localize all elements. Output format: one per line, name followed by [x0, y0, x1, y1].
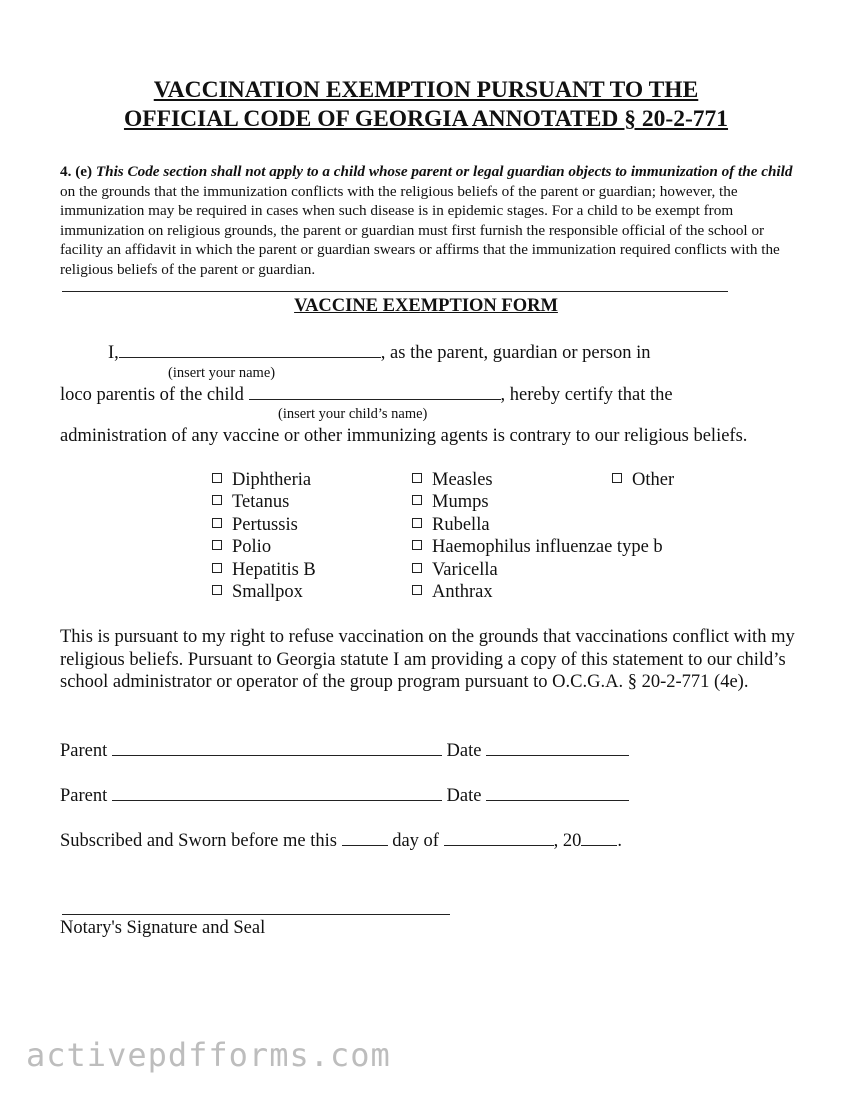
- checkbox[interactable]: [412, 563, 422, 573]
- vaccine-item[interactable]: [212, 581, 316, 603]
- vaccine-label: Hepatitis B: [232, 559, 316, 580]
- vaccine-item[interactable]: [412, 581, 663, 603]
- certify-prefix: I,: [108, 343, 119, 363]
- title-line-2: OFFICIAL CODE OF GEORGIA ANNOTATED § 20-2-771: [123, 106, 729, 132]
- checkbox[interactable]: [212, 540, 222, 550]
- vaccine-label: Diphtheria: [232, 470, 312, 490]
- checkbox[interactable]: [412, 585, 422, 595]
- sworn-end: .: [617, 831, 622, 851]
- parent-name-field[interactable]: [119, 341, 381, 358]
- notary-label: Notary's Signature and Seal: [60, 918, 266, 938]
- statement-paragraph: This is pursuant to my right to refuse vaccination on the grounds that vaccinations conflict with my religious beliefs. Pursuant to Georgia statute I am providing a copy of this statement to our child’s school administrator or operator of the group program pursuant to O.C.G.A. § 20-2-771 (4e).: [60, 627, 795, 693]
- checkbox[interactable]: [212, 518, 222, 528]
- vaccine-item[interactable]: [612, 469, 674, 491]
- document-title: [0, 76, 852, 134]
- hint-child-name: (insert your child’s name): [278, 406, 428, 422]
- certify-line-3: administration of any vaccine or other immunizing agents is contrary to our religious beliefs.: [60, 426, 748, 446]
- vaccine-item[interactable]: [212, 559, 316, 581]
- sworn-prefix: Subscribed and Sworn before me this: [60, 831, 337, 851]
- parent-signature-row-1: [60, 739, 629, 762]
- checkbox[interactable]: [412, 473, 422, 483]
- vaccine-label: Other: [632, 470, 675, 490]
- notary-signature-field[interactable]: [62, 914, 450, 915]
- vaccine-label: Polio: [232, 537, 272, 558]
- checkbox[interactable]: [212, 563, 222, 573]
- day-field[interactable]: [342, 829, 388, 846]
- vaccine-column-3: [612, 469, 674, 491]
- vaccine-label: Anthrax: [432, 582, 493, 603]
- statute-body: on the grounds that the immunization conflicts with the religious beliefs of the parent or guardian; however, the immunization may be required in cases when such disease is in epidemic stages. For a child to be exempt from immunization on religious grounds, the parent or guardian must first furnish the responsible official of the school or facility an affidavit in which the parent or guardian swears or affirms that the immunization required conflicts with the religious beliefs of the parent or guardian.: [60, 182, 780, 278]
- vaccine-label: Mumps: [432, 492, 489, 513]
- form-heading: VACCINE EXEMPTION FORM: [294, 296, 558, 316]
- vaccine-item[interactable]: [412, 514, 663, 536]
- checkbox[interactable]: [612, 473, 622, 483]
- month-field[interactable]: [444, 829, 554, 846]
- watermark: activepdfforms.com: [26, 1036, 391, 1074]
- certify-line-1-suffix: , as the parent, guardian or person in: [380, 343, 651, 363]
- statute-emphasis: This Code section shall not apply to a child whose parent or legal guardian objects to immunization of the child: [95, 163, 793, 180]
- statute-number: 4. (e): [60, 163, 93, 180]
- certify-line-1: [108, 341, 651, 364]
- date-label: Date: [446, 741, 482, 761]
- vaccine-label: Pertussis: [232, 514, 298, 535]
- title-line-1: VACCINATION EXEMPTION PURSUANT TO THE: [153, 77, 699, 103]
- checkbox[interactable]: [212, 473, 222, 483]
- vaccine-item[interactable]: [412, 536, 663, 558]
- checkbox[interactable]: [412, 495, 422, 505]
- parent-signature-field[interactable]: [112, 784, 442, 801]
- child-name-field[interactable]: [249, 383, 501, 400]
- date-field[interactable]: [486, 739, 629, 756]
- vaccine-label: Measles: [432, 470, 493, 490]
- vaccine-item[interactable]: [212, 491, 316, 513]
- sworn-mid: day of: [392, 831, 439, 851]
- section-divider: [62, 291, 728, 292]
- certify-line-2-suffix: , hereby certify that the: [500, 385, 673, 405]
- date-label: Date: [446, 786, 482, 806]
- hint-your-name: (insert your name): [168, 365, 276, 381]
- vaccine-label: Haemophilus influenzae type b: [432, 537, 663, 558]
- date-field[interactable]: [486, 784, 629, 801]
- year-field[interactable]: [581, 829, 617, 846]
- vaccine-label: Tetanus: [232, 492, 290, 513]
- certify-line-2-prefix: loco parentis of the child: [60, 385, 244, 405]
- checkbox[interactable]: [212, 585, 222, 595]
- vaccine-item[interactable]: [212, 469, 316, 491]
- checkbox[interactable]: [212, 495, 222, 505]
- parent-signature-field[interactable]: [112, 739, 442, 756]
- certify-line-2: [60, 383, 673, 406]
- parent-signature-row-2: [60, 784, 629, 807]
- vaccine-item[interactable]: [212, 514, 316, 536]
- checkbox[interactable]: [412, 518, 422, 528]
- vaccine-label: Smallpox: [232, 582, 303, 603]
- vaccine-label: Rubella: [432, 514, 490, 535]
- vaccine-label: Varicella: [432, 559, 498, 580]
- parent-label: Parent: [60, 786, 108, 806]
- statute-paragraph: [60, 162, 795, 280]
- sworn-year-prefix: , 20: [553, 831, 582, 851]
- vaccine-column-1: [212, 469, 316, 603]
- checkbox[interactable]: [412, 540, 422, 550]
- vaccine-item[interactable]: [412, 491, 663, 513]
- vaccine-item[interactable]: [212, 536, 316, 558]
- parent-label: Parent: [60, 741, 108, 761]
- sworn-line: [60, 829, 622, 852]
- vaccine-item[interactable]: [412, 559, 663, 581]
